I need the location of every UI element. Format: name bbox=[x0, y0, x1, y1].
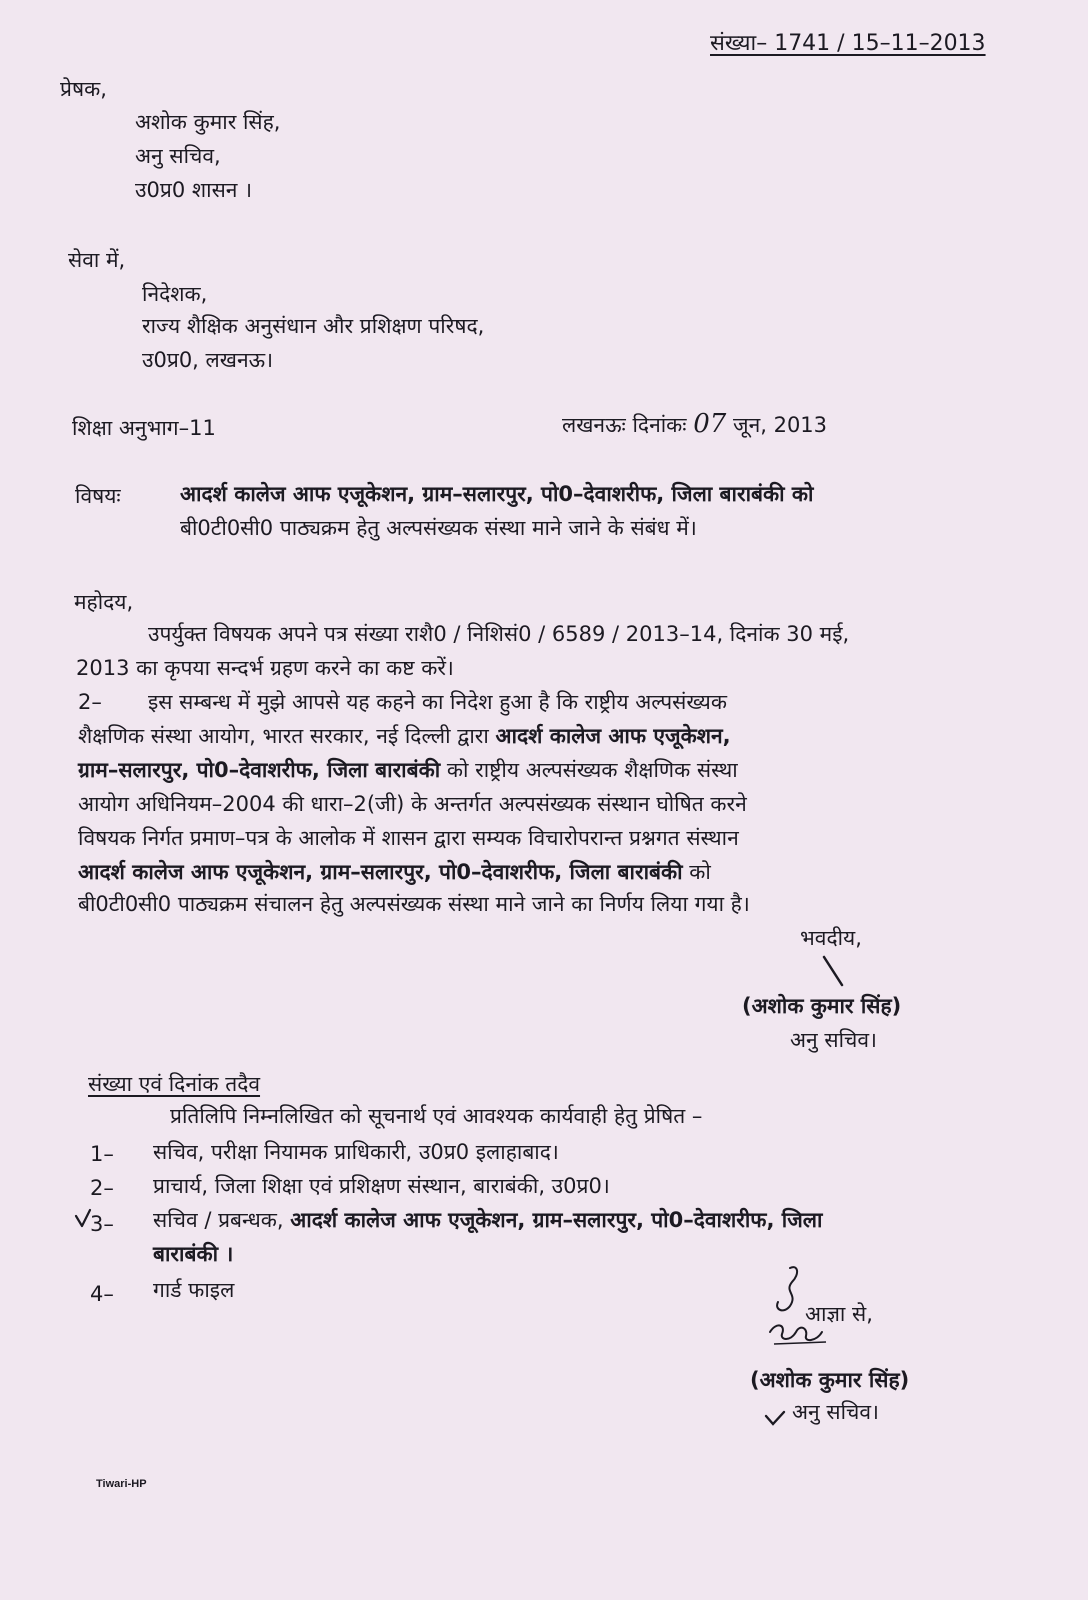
reference-number: संख्या– 1741 / 15–11–2013 bbox=[710, 31, 986, 56]
copy-heading: संख्या एवं दिनांक तदैव bbox=[88, 1072, 261, 1096]
copy-item-3-text-b: आदर्श कालेज आफ एजूकेशन, ग्राम–सलारपुर, पो0–देवाशरीफ, जिला bbox=[290, 1208, 823, 1232]
date-day: 07 bbox=[693, 409, 727, 439]
para2-line-6b: को bbox=[689, 860, 711, 884]
para1-line-2: 2013 का कृपया सन्दर्भ ग्रहण करने का कष्ट करें। bbox=[76, 656, 454, 680]
subject-line-2: बी0टी0सी0 पाठ्यक्रम हेतु अल्पसंख्यक संस्था माने जाने के संबंध में। bbox=[180, 516, 697, 540]
copy-item-2-text: प्राचार्य, जिला शिक्षा एवं प्रशिक्षण संस्थान, बाराबंकी, उ0प्र0। bbox=[153, 1174, 610, 1198]
footer-initials: Tiwari-HP bbox=[96, 1478, 147, 1490]
para2-line-1: इस सम्बन्ध में मुझे आपसे यह कहने का निदेश हुआ है कि राष्ट्रीय अल्पसंख्यक bbox=[148, 690, 727, 714]
recipient-office: राज्य शैक्षिक अनुसंधान और प्रशिक्षण परिषद, bbox=[142, 314, 485, 338]
closing: भवदीय, bbox=[800, 926, 862, 950]
copy-intro: प्रतिलिपि निम्नलिखित को सूचनार्थ एवं आवश्यक कार्यवाही हेतु प्रेषित – bbox=[170, 1104, 703, 1128]
copy-item-3-number: 3– bbox=[90, 1212, 114, 1236]
subject-line-1: आदर्श कालेज आफ एजूकेशन, ग्राम–सलारपुर, पो0–देवाशरीफ, जिला बाराबंकी को bbox=[180, 482, 814, 506]
sender-designation: अनु सचिव, bbox=[135, 144, 221, 168]
subject-label: विषयः bbox=[75, 484, 121, 508]
para2-line-3 bbox=[78, 756, 738, 784]
para2-line-6a: आदर्श कालेज आफ एजूकेशन, ग्राम–सलारपुर, पो0–देवाशरीफ, जिला बाराबंकी bbox=[78, 860, 683, 884]
para2-line-3b: को राष्ट्रीय अल्पसंख्यक शैक्षणिक संस्था bbox=[446, 758, 738, 782]
section-label: शिक्षा अनुभाग–11 bbox=[72, 416, 216, 440]
copy-item-4-number: 4– bbox=[90, 1282, 114, 1306]
signature-stroke-icon bbox=[820, 955, 850, 995]
signer1-name: (अशोक कुमार सिंह) bbox=[742, 994, 902, 1018]
signer2-designation: अनु सचिव। bbox=[792, 1400, 879, 1424]
recipient-label: सेवा में, bbox=[68, 248, 126, 272]
para2-line-3a: ग्राम–सलारपुर, पो0–देवाशरीफ, जिला बाराबंकी bbox=[78, 758, 441, 782]
copy-item-3-text-a: सचिव / प्रबन्धक, bbox=[153, 1208, 284, 1232]
copy-item-4-text: गार्ड फाइल bbox=[153, 1278, 235, 1302]
para2-line-7: बी0टी0सी0 पाठ्यक्रम संचालन हेतु अल्पसंख्यक संस्था माने जाने का निर्णय लिया गया है। bbox=[78, 892, 750, 916]
sender-label: प्रेषक, bbox=[60, 77, 107, 101]
copy-item-3-text bbox=[153, 1206, 822, 1234]
copy-item-1-number: 1– bbox=[90, 1142, 114, 1166]
tick-mark-icon bbox=[764, 1408, 788, 1428]
signer1-designation: अनु सचिव। bbox=[790, 1028, 877, 1052]
recipient-place: उ0प्र0, लखनऊ। bbox=[142, 348, 274, 372]
para2-line-6 bbox=[78, 858, 711, 886]
signer2-name: (अशोक कुमार सिंह) bbox=[750, 1368, 910, 1392]
copy-item-3-text-c: बाराबंकी । bbox=[153, 1242, 234, 1266]
para2-line-2b: आदर्श कालेज आफ एजूकेशन, bbox=[495, 724, 731, 748]
para2-line-2 bbox=[78, 722, 731, 750]
sender-office: उ0प्र0 शासन । bbox=[135, 178, 253, 202]
para1-line-1: उपर्युक्त विषयक अपने पत्र संख्या राशै0 / निशिसं0 / 6589 / 2013–14, दिनांक 30 मई, bbox=[148, 622, 850, 646]
para2-line-4: आयोग अधिनियम–2004 की धारा–2(जी) के अन्तर्गत अल्पसंख्यक संस्थान घोषित करने bbox=[78, 792, 747, 816]
copy-item-2-number: 2– bbox=[90, 1176, 114, 1200]
para2-line-2a: शैक्षणिक संस्था आयोग, भारत सरकार, नई दिल्ली द्वारा bbox=[78, 724, 489, 748]
date-rest: जून, 2013 bbox=[733, 413, 828, 437]
order-text: आज्ञा से, bbox=[805, 1302, 873, 1326]
para2-line-5: विषयक निर्गत प्रमाण–पत्र के आलोक में शासन द्वारा सम्यक विचारोपरान्त प्रश्नगत संस्थान bbox=[78, 826, 739, 850]
sender-name: अशोक कुमार सिंह, bbox=[135, 110, 281, 134]
salutation: महोदय, bbox=[74, 590, 134, 614]
recipient-designation: निदेशक, bbox=[142, 282, 208, 306]
para2-number: 2– bbox=[78, 690, 102, 714]
date-line bbox=[562, 410, 827, 439]
date-prefix: लखनऊः दिनांकः bbox=[562, 413, 687, 437]
copy-item-1-text: सचिव, परीक्षा नियामक प्राधिकारी, उ0प्र0 इलाहाबाद। bbox=[153, 1140, 559, 1164]
